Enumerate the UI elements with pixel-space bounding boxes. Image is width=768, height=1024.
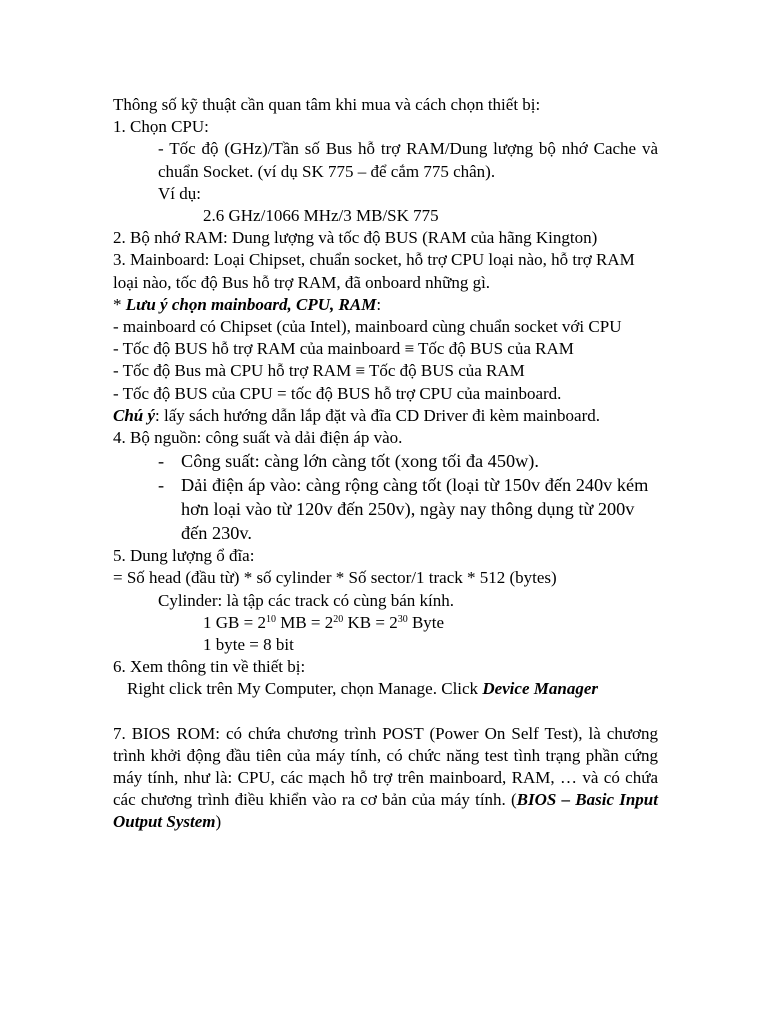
- note-colon: :: [376, 294, 382, 314]
- dash-marker: -: [158, 475, 165, 496]
- section-6-text: [113, 678, 658, 700]
- eq-exponent: 10: [265, 613, 276, 625]
- chu-y-label: Chú ý: [113, 405, 156, 425]
- section-5-cylinder: Cylinder: là tập các track có cùng bán kính.: [158, 590, 454, 610]
- chu-y-text: : lấy sách hướng dẫn lắp đặt và đĩa CD Driver đi kèm mainboard.: [155, 405, 601, 425]
- section-4-title: 4. Bộ nguồn: công suất và dải điện áp vào.: [113, 428, 403, 448]
- section-7-paragraph: [113, 723, 658, 834]
- section-6-device-manager: Device Manager: [482, 679, 598, 699]
- eq-part: Byte: [407, 612, 445, 632]
- eq-part: MB = 2: [275, 612, 334, 632]
- note-title: Lưu ý chọn mainboard, CPU, RAM: [125, 294, 377, 314]
- chu-y-line: [113, 405, 658, 427]
- section-7-text: 7. BIOS ROM: có chứa chương trình POST (Power On Self Test), là chương trình khởi động đầu tiên của máy tính, có chức năng test tình trạng phần cứng máy tính, như là: CPU, các mạch hỗ trợ trên mainboard, RAM, … và có chứa các chương trình điều khiển vào ra cơ bản của máy tính. (: [113, 723, 658, 810]
- document-body: [113, 94, 658, 834]
- note-line: - Tốc độ BUS hỗ trợ RAM của mainboard ≡ Tốc độ BUS của RAM: [113, 339, 574, 359]
- section-5-byte-equation: 1 byte = 8 bit: [203, 635, 294, 655]
- eq-part: KB = 2: [343, 612, 398, 632]
- eq-part: 1 GB = 2: [203, 612, 266, 632]
- note-star: *: [113, 294, 126, 314]
- section-5-title: 5. Dung lượng ổ đĩa:: [113, 546, 255, 566]
- section-3-text: 3. Mainboard: Loại Chipset, chuẩn socket, hỗ trợ CPU loại nào, hỗ trợ RAM loại nào, tốc độ Bus hỗ trợ RAM, đã onboard những gì.: [113, 250, 635, 292]
- note-line: - mainboard có Chipset (của Intel), mainboard cùng chuẩn socket với CPU: [113, 317, 622, 337]
- section-5-gb-equation: [113, 612, 658, 634]
- section-2-text: 2. Bộ nhớ RAM: Dung lượng và tốc độ BUS (RAM của hãng Kington): [113, 228, 598, 248]
- note-line: - Tốc độ Bus mà CPU hỗ trợ RAM ≡ Tốc độ BUS của RAM: [113, 361, 525, 381]
- document-heading: Thông số kỹ thuật cần quan tâm khi mua và cách chọn thiết bị:: [113, 95, 541, 114]
- section-7-close: ): [215, 812, 222, 832]
- section-5-formula: = Số head (đầu từ) * số cylinder * Số sector/1 track * 512 (bytes): [113, 568, 557, 588]
- note-line: - Tốc độ BUS của CPU = tốc độ BUS hỗ trợ CPU của mainboard.: [113, 383, 562, 403]
- blank-line: [113, 701, 658, 723]
- section-4-item: [113, 473, 658, 545]
- section-4-item: [113, 449, 658, 473]
- note-heading: [113, 294, 658, 316]
- section-7-bios-name: BIOS – Basic Input Output System: [113, 790, 658, 832]
- section-6-title: 6. Xem thông tin về thiết bị:: [113, 657, 306, 677]
- section-4-item-text: Công suất: càng lớn càng tốt (xong tối đa 450w).: [181, 451, 539, 472]
- section-4-item-text: Dải điện áp vào: càng rộng càng tốt (loại từ 150v đến 240v kém hơn loại vào từ 120v đến 250v), ngày nay thông dụng từ 200v đến 230v.: [181, 475, 649, 544]
- section-1-title: 1. Chọn CPU:: [113, 117, 209, 137]
- section-1-example-label: Ví dụ:: [158, 183, 201, 203]
- section-1-example-value: 2.6 GHz/1066 MHz/3 MB/SK 775: [203, 206, 439, 226]
- dash-marker: -: [158, 451, 165, 472]
- section-1-bullet: - Tốc độ (GHz)/Tần số Bus hỗ trợ RAM/Dung lượng bộ nhớ Cache và chuẩn Socket. (ví dụ SK 775 – để cắm 775 chân).: [158, 139, 658, 181]
- eq-exponent: 20: [333, 613, 344, 625]
- section-6-instruction: Right click trên My Computer, chọn Manage. Click: [127, 679, 483, 699]
- eq-exponent: 30: [397, 613, 408, 625]
